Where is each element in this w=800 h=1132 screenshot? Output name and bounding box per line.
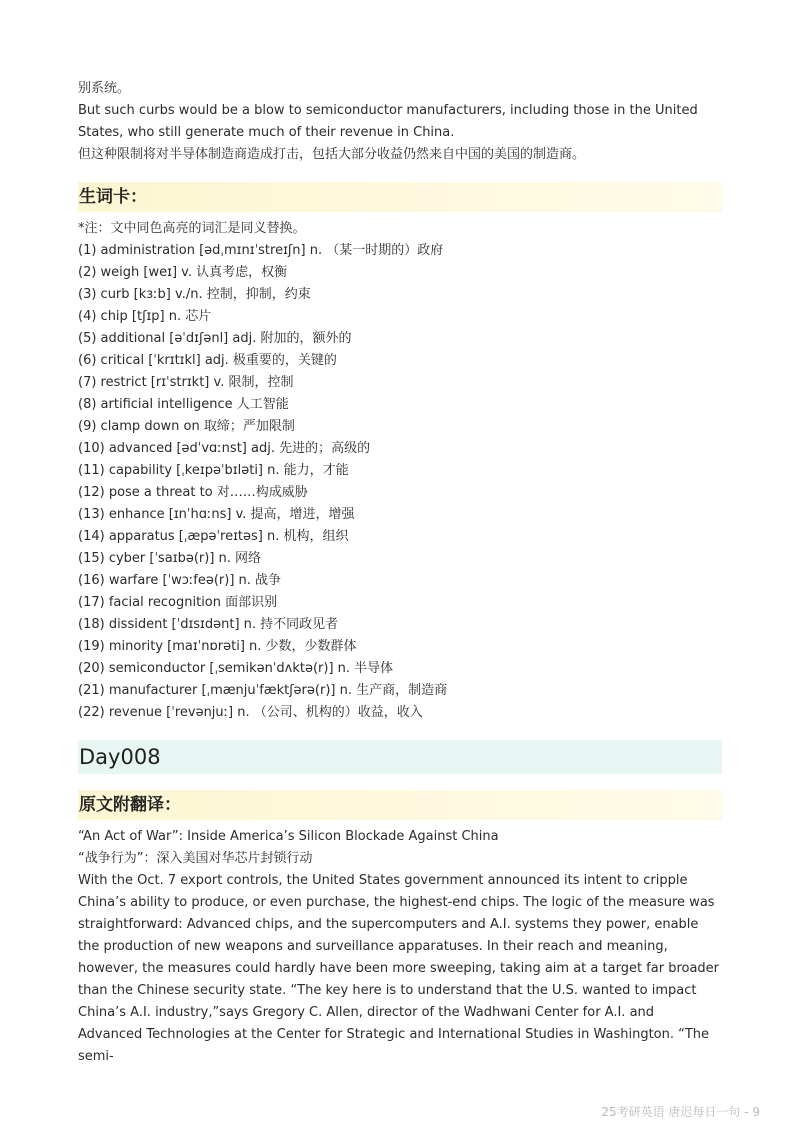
vocab-item: (5) additional [əˈdɪʃənl] adj. 附加的，额外的 xyxy=(78,331,352,346)
vocab-item: (3) curb [kɜːb] v./n. 控制，抑制，约束 xyxy=(78,287,311,302)
day-title: Day008 xyxy=(78,740,722,774)
vocab-item: (9) clamp down on 取缔；严加限制 xyxy=(78,419,295,434)
vocab-item: (12) pose a threat to 对……构成威胁 xyxy=(78,485,308,500)
intro-line-zh-fragment: 别系统。 xyxy=(78,81,131,96)
vocab-item: (4) chip [tʃɪp] n. 芯片 xyxy=(78,309,212,324)
intro-paragraph-en: But such curbs would be a blow to semiconductor manufacturers, including those in the United States, who still generate much of their revenue in China. xyxy=(78,103,698,140)
vocab-item: (16) warfare [ˈwɔːfeə(r)] n. 战争 xyxy=(78,573,282,588)
article-headline-en: “An Act of War”: Inside America’s Silicon Blockade Against China xyxy=(78,829,499,844)
vocab-item: (11) capability [ˌkeɪpəˈbɪləti] n. 能力，才能 xyxy=(78,463,349,478)
vocab-item: (21) manufacturer [ˌmænjuˈfæktʃərə(r)] n. 生产商，制造商 xyxy=(78,683,448,698)
vocab-item: (15) cyber [ˈsaɪbə(r)] n. 网络 xyxy=(78,551,262,566)
page-footer: 25考研英语 唐迟每日一句 - 9 xyxy=(601,1105,760,1119)
vocab-item: (18) dissident [ˈdɪsɪdənt] n. 持不同政见者 xyxy=(78,617,339,632)
vocab-section-title: 生词卡： xyxy=(78,182,722,212)
vocab-item: (14) apparatus [ˌæpəˈreɪtəs] n. 机构，组织 xyxy=(78,529,349,544)
article-headline-zh: “战争行为”：深入美国对华芯片封锁行动 xyxy=(78,851,313,866)
vocab-item: (7) restrict [rɪˈstrɪkt] v. 限制，控制 xyxy=(78,375,294,390)
vocab-item: (2) weigh [weɪ] v. 认真考虑，权衡 xyxy=(78,265,288,280)
intro-paragraph-zh: 但这种限制将对半导体制造商造成打击，包括大部分收益仍然来自中国的美国的制造商。 xyxy=(78,147,586,162)
vocab-item: (22) revenue [ˈrevənjuː] n. （公司、机构的）收益，收入 xyxy=(78,705,423,720)
vocab-note: *注：文中同色高亮的词汇是同义替换。 xyxy=(78,221,306,236)
article-body-en: With the Oct. 7 export controls, the United States government announced its intent to cripple China’s ability to produce, or even purchase, the highest-end chips. The logic of the measure was straightforward: Advanced chips, and the supercomputers and A.I. systems they power, enable the production of new weapons and surveillance apparatuses. In their reach and meaning, however, the measures could hardly have been more sweeping, taking aim at a target far broader than the Chinese security state. “The key here is to understand that the U.S. wanted to impact China’s A.I. industry,”says Gregory C. Allen, director of the Wadhwani Center for A.I. and Advanced Technologies at the Center for Strategic and International Studies in Washington. “The semi- xyxy=(78,873,720,1064)
vocab-item: (17) facial recognition 面部识别 xyxy=(78,595,278,610)
translation-section-title: 原文附翻译： xyxy=(78,790,722,820)
vocab-item: (20) semiconductor [ˌsemikənˈdʌktə(r)] n. 半导体 xyxy=(78,661,394,676)
vocab-item: (1) administration [ədˌmɪnɪˈstreɪʃn] n. （某一时期的）政府 xyxy=(78,243,444,258)
vocab-list xyxy=(78,240,722,724)
page-content xyxy=(78,78,722,1068)
vocab-item: (6) critical [ˈkrɪtɪkl] adj. 极重要的，关键的 xyxy=(78,353,337,368)
vocab-item: (8) artificial intelligence 人工智能 xyxy=(78,397,289,412)
vocab-item: (10) advanced [ədˈvɑːnst] adj. 先进的；高级的 xyxy=(78,441,371,456)
vocab-item: (13) enhance [ɪnˈhɑːns] v. 提高，增进，增强 xyxy=(78,507,355,522)
vocab-item: (19) minority [maɪˈnɒrəti] n. 少数，少数群体 xyxy=(78,639,357,654)
